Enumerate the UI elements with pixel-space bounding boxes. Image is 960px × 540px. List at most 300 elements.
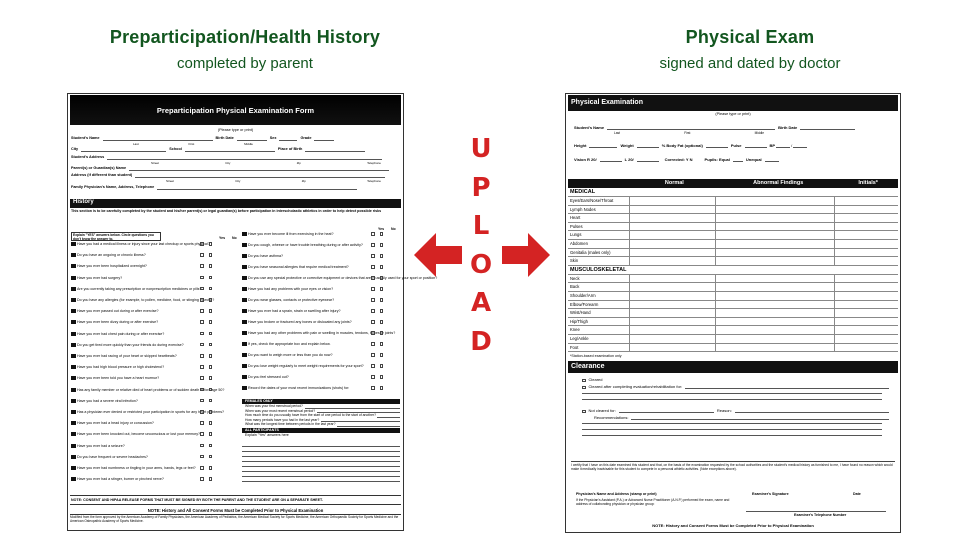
abnormal-findings-cell[interactable] [716, 197, 835, 205]
no-checkbox[interactable] [209, 354, 213, 358]
question-number-marker [242, 243, 247, 247]
yes-checkbox[interactable] [200, 320, 204, 324]
normal-cell[interactable] [630, 231, 716, 239]
normal-cell[interactable] [630, 257, 716, 265]
history-question [242, 309, 396, 313]
females-question-text: How many periods have you had in the last year? [245, 417, 320, 422]
medical-row [568, 249, 898, 258]
normal-cell[interactable] [630, 326, 716, 334]
no-checkbox[interactable] [209, 242, 213, 246]
question-text: Are you currently taking any prescription or nonprescription medicines or pills? [77, 286, 202, 291]
question-number-marker [242, 342, 247, 346]
normal-cell[interactable] [630, 283, 716, 291]
history-question [71, 444, 225, 448]
medical-row-label: Heart [568, 214, 630, 222]
normal-cell[interactable] [630, 318, 716, 326]
yes-checkbox[interactable] [371, 309, 375, 313]
label-vision-r: Vision R 20/ [574, 157, 597, 162]
yes-checkbox[interactable] [371, 386, 375, 390]
abnormal-findings-cell[interactable] [716, 206, 835, 214]
label-birth-date: Birth Date [215, 136, 234, 140]
label-street: Street [151, 161, 160, 165]
yes-checkbox[interactable] [371, 375, 375, 379]
history-question [71, 354, 225, 358]
no-checkbox[interactable] [209, 376, 213, 380]
col-yes-label-right: Yes [378, 227, 385, 231]
question-number-marker [71, 298, 76, 302]
question-text: Have you ever been told you have a heart murmur? [77, 376, 160, 381]
history-question [242, 342, 396, 346]
yes-checkbox[interactable] [200, 477, 204, 481]
history-question [242, 375, 396, 379]
label-exam-birth-date: Birth Date [778, 125, 798, 130]
history-questions-left [71, 242, 231, 492]
col-normal: Normal [664, 180, 684, 186]
history-question [71, 343, 225, 347]
left-header [60, 27, 430, 72]
label-bp: BP [769, 143, 776, 148]
abnormal-findings-cell[interactable] [716, 231, 835, 239]
question-text: Do you use any special protective or corrective equipment or devices that aren't usually used for your sport or position? [248, 276, 438, 280]
label-telephone: Telephone [367, 161, 381, 165]
question-number-marker [242, 287, 247, 291]
question-number-marker [242, 353, 247, 357]
question-text: Have you had any problems with your eyes or vision? [248, 287, 334, 291]
musculoskeletal-row [568, 309, 898, 318]
normal-cell[interactable] [630, 335, 716, 343]
yes-checkbox[interactable] [200, 287, 204, 291]
females-question-text: When was your most recent menstrual period? [245, 408, 316, 413]
left-form-print-note: (Please type or print) [217, 128, 254, 132]
history-question [242, 265, 396, 269]
history-question [71, 477, 225, 481]
question-text: Have you ever had racing of your heart or skipped heartbeats? [77, 354, 177, 358]
label-student-name: Student's Name [71, 136, 100, 140]
label-exam-first: First [684, 131, 691, 135]
normal-cell[interactable] [630, 197, 716, 205]
normal-cell[interactable] [630, 214, 716, 222]
history-question [71, 276, 225, 280]
no-checkbox[interactable] [380, 287, 384, 291]
question-number-marker [71, 343, 76, 347]
yes-checkbox[interactable] [371, 254, 375, 258]
females-questions [242, 404, 400, 427]
medical-section-label: MEDICAL [568, 188, 898, 197]
abnormal-findings-cell[interactable] [716, 223, 835, 231]
musculoskeletal-row-label: Back [568, 283, 630, 291]
question-number-marker [71, 253, 76, 257]
question-text: Have you broken or fractured any bones or dislocated any joints? [248, 320, 352, 324]
yes-checkbox[interactable] [200, 365, 204, 369]
abnormal-findings-cell[interactable] [716, 275, 835, 283]
yes-checkbox[interactable] [371, 353, 375, 357]
yes-checkbox[interactable] [200, 309, 204, 313]
all-participants-bar: ALL PARTICIPANTS [242, 428, 400, 433]
abnormal-findings-cell[interactable] [716, 335, 835, 343]
musculoskeletal-rows [568, 275, 898, 352]
history-question [71, 242, 225, 246]
females-question-text: When was your first menstrual period? [245, 404, 303, 408]
question-number-marker [71, 242, 76, 246]
initials-cell[interactable] [835, 318, 898, 326]
musculoskeletal-row-label: Neck [568, 275, 630, 283]
medical-row-label: Skin [568, 257, 630, 265]
history-question [71, 320, 225, 324]
no-checkbox[interactable] [209, 287, 213, 291]
question-text: Do you have an ongoing or chronic illness? [77, 253, 146, 258]
no-checkbox[interactable] [209, 421, 213, 425]
question-text: Do you get tired more quickly than your friends do during exercise? [77, 342, 184, 347]
initials-cell[interactable] [835, 231, 898, 239]
question-number-marker [71, 365, 76, 369]
right-header-title: Physical Exam [685, 27, 815, 47]
medical-row-label: Pulses [568, 223, 630, 231]
question-number-marker [71, 444, 76, 448]
yes-checkbox[interactable] [371, 331, 375, 335]
label-height: Height [574, 143, 587, 148]
no-checkbox[interactable] [380, 342, 384, 346]
initials-cell[interactable] [835, 309, 898, 317]
yes-checkbox[interactable] [371, 287, 375, 291]
cleared-after-label: Cleared after completing evaluation/rehabilitation for: [588, 384, 683, 390]
history-question [242, 232, 396, 236]
question-number-marker [242, 320, 247, 324]
no-checkbox[interactable] [209, 399, 213, 403]
no-checkbox[interactable] [380, 320, 384, 324]
musculoskeletal-row [568, 326, 898, 335]
yes-checkbox[interactable] [371, 265, 375, 269]
no-checkbox[interactable] [380, 364, 384, 368]
label-unequal: Unequal [745, 157, 762, 162]
question-text: Do you want to weigh more or less than you do now? [248, 353, 333, 357]
question-text: Have you ever had surgery? [77, 275, 123, 280]
history-completion-note: NOTE: History and All Consent Forms Must be Completed Prior to Physical Examination [147, 508, 324, 513]
no-checkbox[interactable] [209, 309, 213, 313]
col-yes-label: Yes [219, 236, 226, 240]
right-header-subtitle: signed and dated by doctor [659, 55, 841, 72]
label-city-2: City [225, 161, 231, 165]
abnormal-findings-cell[interactable] [716, 318, 835, 326]
no-checkbox[interactable] [209, 455, 213, 459]
musculoskeletal-row-label: Wrist/Hand [568, 309, 630, 317]
history-question [242, 276, 438, 280]
musculoskeletal-row-label: Elbow/Forearm [568, 301, 630, 309]
upload-vertical-text [466, 130, 496, 361]
abnormal-findings-cell[interactable] [716, 309, 835, 317]
question-text: Have you ever had a sprain, strain or swelling after injury? [248, 309, 341, 313]
normal-cell[interactable] [630, 344, 716, 352]
musculoskeletal-row [568, 318, 898, 327]
question-text: Do you have frequent or severe headaches? [77, 454, 148, 459]
medical-row [568, 206, 898, 215]
initials-cell[interactable] [835, 344, 898, 352]
col-no-label-right: No [391, 227, 396, 231]
question-text: Have you ever had numbness or tingling in your arms, hands, legs or feet? [77, 466, 196, 470]
no-checkbox[interactable] [380, 375, 384, 379]
yes-checkbox[interactable] [371, 298, 375, 302]
medical-row-label: Lymph Nodes [568, 206, 630, 214]
no-checkbox[interactable] [209, 365, 213, 369]
question-number-marker [71, 309, 76, 313]
initials-cell[interactable] [835, 292, 898, 300]
yes-checkbox[interactable] [200, 376, 204, 380]
medical-row [568, 257, 898, 266]
question-text: Has a physician ever denied or restricted your participation in sports for any heart problems? [77, 410, 225, 414]
label-body-fat: % Body Fat (optional) [661, 143, 703, 148]
initials-cell[interactable] [835, 326, 898, 334]
examiner-telephone-label: Examiner's Telephone Number [794, 513, 847, 517]
no-checkbox[interactable] [380, 386, 384, 390]
yes-checkbox[interactable] [371, 364, 375, 368]
no-checkbox[interactable] [380, 298, 384, 302]
history-question [71, 332, 225, 336]
abnormal-findings-cell[interactable] [716, 240, 835, 248]
upload-letter: L [472, 211, 490, 241]
normal-cell[interactable] [630, 223, 716, 231]
question-text: Have you ever been dizzy during or after exercise? [77, 320, 159, 325]
cleared-label: Cleared [588, 377, 603, 383]
history-question [71, 399, 225, 403]
normal-cell[interactable] [630, 275, 716, 283]
question-text: Have you ever been hospitalized overnight? [77, 264, 147, 269]
yes-checkbox[interactable] [371, 320, 375, 324]
station-note: *Station-based examination only [570, 354, 622, 359]
question-text: Do you lose weight regularly to meet weight requirements for your sport? [248, 364, 364, 368]
abnormal-findings-cell[interactable] [716, 344, 835, 352]
females-question [242, 422, 400, 427]
label-telephone-2: Telephone [367, 179, 381, 183]
upload-letter: A [470, 288, 492, 318]
initials-cell[interactable] [835, 206, 898, 214]
upload-letter: O [469, 249, 493, 280]
recommendations-label: Recommendations: [594, 415, 629, 421]
abnormal-findings-cell[interactable] [716, 249, 835, 257]
yes-checkbox[interactable] [371, 342, 375, 346]
left-header-title: Preparticipation/Health History [109, 27, 381, 47]
no-checkbox[interactable] [209, 432, 213, 436]
label-pulse: Pulse [730, 143, 742, 148]
yes-checkbox[interactable] [200, 332, 204, 336]
certification-statement: I certify that I have on this date examined this student and that, on the basis of the examination requested by the school authorities and the student's medical history as furnished to me, I have found no reason which would make it medically inadvisable for this student to compete in a personal athletic activities. (Note exceptions above). [571, 461, 895, 479]
question-text: Have you ever become ill from exercising in the heat? [248, 232, 334, 236]
medical-row-label: Eyes/Ears/Nose/Throat [568, 197, 630, 205]
no-checkbox[interactable] [209, 276, 213, 280]
question-text: Have you had any other problems with pain or swelling in muscles, tendons, bones or joints? [248, 331, 396, 335]
history-question [242, 353, 396, 357]
question-text: Do you feel stressed out? [248, 375, 289, 379]
yes-checkbox[interactable] [200, 421, 204, 425]
normal-cell[interactable] [630, 301, 716, 309]
no-checkbox[interactable] [380, 265, 384, 269]
label-vision-l: L 20/ [624, 157, 634, 162]
left-form-footer: Modified from the form approved by the American Academy of Family Physicians, the American Academy of Pediatrics, the American Medical Society for Sports Medicine, the American Orthopaedic Society for Sports Medicine and the American Osteopathic Academy of Sports Medicine. [70, 514, 401, 524]
history-question [71, 466, 225, 470]
yes-checkbox[interactable] [200, 354, 204, 358]
initials-cell[interactable] [835, 335, 898, 343]
history-question [71, 376, 225, 380]
history-question [242, 331, 396, 335]
abnormal-findings-cell[interactable] [716, 292, 835, 300]
label-exam-student-name: Student's Name [574, 125, 605, 130]
musculoskeletal-row [568, 344, 898, 353]
no-checkbox[interactable] [209, 253, 213, 257]
no-checkbox[interactable] [209, 320, 213, 324]
col-abnormal-findings: Abnormal Findings [753, 180, 804, 186]
label-place-of-birth: Place of Birth [277, 147, 303, 151]
yes-checkbox[interactable] [200, 466, 204, 470]
question-text: Have you ever had a seizure? [77, 443, 125, 448]
yes-checkbox[interactable] [200, 276, 204, 280]
yes-checkbox[interactable] [200, 343, 204, 347]
yes-checkbox[interactable] [200, 264, 204, 268]
question-text: Have you ever passed out during or after exercise? [77, 309, 159, 314]
initials-cell[interactable] [835, 301, 898, 309]
medical-row-label: Genitalia (males only) [568, 249, 630, 257]
normal-cell[interactable] [630, 309, 716, 317]
history-question [71, 264, 225, 268]
question-number-marker [71, 432, 76, 436]
no-checkbox[interactable] [209, 410, 213, 414]
no-checkbox[interactable] [209, 264, 213, 268]
initials-cell[interactable] [835, 214, 898, 222]
question-number-marker [242, 254, 247, 258]
musculoskeletal-row-label: Leg/Ankle [568, 335, 630, 343]
examiner-signature-label: Examiner's Signature [752, 492, 789, 496]
yes-checkbox[interactable] [200, 444, 204, 448]
yes-checkbox[interactable] [200, 388, 204, 392]
history-question [71, 298, 225, 302]
yes-checkbox[interactable] [371, 276, 375, 280]
medical-rows [568, 197, 898, 266]
question-number-marker [71, 287, 76, 291]
yes-checkbox[interactable] [371, 243, 375, 247]
label-first: First [188, 142, 195, 146]
question-number-marker [71, 264, 76, 268]
yes-checkbox[interactable] [200, 253, 204, 257]
yes-checkbox[interactable] [371, 232, 375, 236]
musculoskeletal-row-label: Foot [568, 344, 630, 352]
normal-cell[interactable] [630, 240, 716, 248]
label-bp-sep: / [791, 143, 793, 148]
medical-row [568, 240, 898, 249]
question-number-marker [71, 320, 76, 324]
initials-cell[interactable] [835, 275, 898, 283]
question-number-marker [71, 477, 76, 481]
question-number-marker [71, 376, 76, 380]
label-weight: Weight [620, 143, 634, 148]
question-number-marker [71, 399, 76, 403]
question-number-marker [242, 309, 247, 313]
normal-cell[interactable] [630, 249, 716, 257]
upload-letter: U [470, 134, 492, 164]
no-checkbox[interactable] [380, 353, 384, 357]
medical-row-label: Lungs [568, 231, 630, 239]
abnormal-findings-cell[interactable] [716, 301, 835, 309]
label-student-address: Student's Address [71, 155, 105, 159]
history-question [242, 364, 396, 368]
no-checkbox[interactable] [209, 343, 213, 347]
history-question [71, 421, 225, 425]
normal-cell[interactable] [630, 206, 716, 214]
right-form-print-note: (Please type or print) [715, 112, 751, 116]
normal-cell[interactable] [630, 292, 716, 300]
no-checkbox[interactable] [209, 466, 213, 470]
yes-checkbox[interactable] [200, 399, 204, 403]
initials-cell[interactable] [835, 249, 898, 257]
question-number-marker [242, 364, 247, 368]
medical-row [568, 223, 898, 232]
label-sex: Sex [269, 136, 277, 140]
question-text: Do you wear glasses, contacts or protective eyewear? [248, 298, 335, 302]
no-checkbox[interactable] [380, 232, 384, 236]
musculoskeletal-row-label: Hip/Thigh [568, 318, 630, 326]
females-only-bar: FEMALES ONLY [242, 399, 400, 404]
no-checkbox[interactable] [380, 331, 384, 335]
yes-checkbox[interactable] [200, 410, 204, 414]
abnormal-findings-cell[interactable] [716, 257, 835, 265]
explain-yes-box: Explain "YES" answers below. Circle questions you don't know the answer to. [71, 232, 161, 241]
initials-cell[interactable] [835, 257, 898, 265]
label-parents: Parent(s) or Guardian(s) Name [71, 166, 127, 170]
initials-cell[interactable] [835, 283, 898, 291]
history-question [242, 243, 396, 247]
pa-note: If the Physician's Assistant (P.A.) or Advanced Nurse Practitioner (A.N.P.) performed the exam, name and address of collaborating physician or physician group: [576, 498, 730, 506]
question-number-marker [242, 265, 247, 269]
females-question-text: What was the longest time between periods in the last year? [245, 422, 336, 427]
initials-cell[interactable] [835, 197, 898, 205]
no-checkbox[interactable] [380, 309, 384, 313]
history-question [71, 410, 225, 414]
history-question [71, 455, 225, 459]
no-checkbox[interactable] [209, 388, 213, 392]
no-checkbox[interactable] [209, 444, 213, 448]
no-checkbox[interactable] [380, 243, 384, 247]
question-number-marker [71, 466, 76, 470]
no-checkbox[interactable] [380, 254, 384, 258]
no-checkbox[interactable] [209, 332, 213, 336]
history-question [71, 287, 225, 291]
upload-letter: P [471, 172, 491, 203]
question-number-marker [242, 276, 247, 280]
question-text: Have you had a medical illness or injury since your last checkup or sports physical? [77, 242, 210, 246]
physical-completion-note: NOTE: History and Consent Forms Must be Completed Prior to Physical Examination [652, 523, 814, 528]
question-number-marker [71, 354, 76, 358]
abnormal-findings-cell[interactable] [716, 326, 835, 334]
history-question [71, 388, 225, 392]
abnormal-findings-cell[interactable] [716, 214, 835, 222]
yes-checkbox[interactable] [200, 455, 204, 459]
no-checkbox[interactable] [209, 298, 213, 302]
upload-letter: D [470, 326, 492, 357]
question-number-marker [71, 332, 76, 336]
initials-cell[interactable] [835, 240, 898, 248]
left-header-subtitle: completed by parent [177, 55, 313, 72]
abnormal-findings-cell[interactable] [716, 283, 835, 291]
yes-checkbox[interactable] [200, 432, 204, 436]
no-checkbox[interactable] [209, 477, 213, 481]
left-arrow-icon [414, 233, 464, 277]
no-checkbox[interactable] [380, 276, 384, 280]
col-initials: Initials* [858, 180, 878, 186]
yes-checkbox[interactable] [200, 298, 204, 302]
label-zip-2: Zip [301, 179, 306, 183]
history-question [71, 365, 225, 369]
clearance-bar: Clearance [568, 361, 898, 373]
yes-checkbox[interactable] [200, 242, 204, 246]
medical-row [568, 197, 898, 206]
question-text: Have you ever been knocked out, become unconscious or lost your memory? [77, 432, 201, 437]
initials-cell[interactable] [835, 223, 898, 231]
